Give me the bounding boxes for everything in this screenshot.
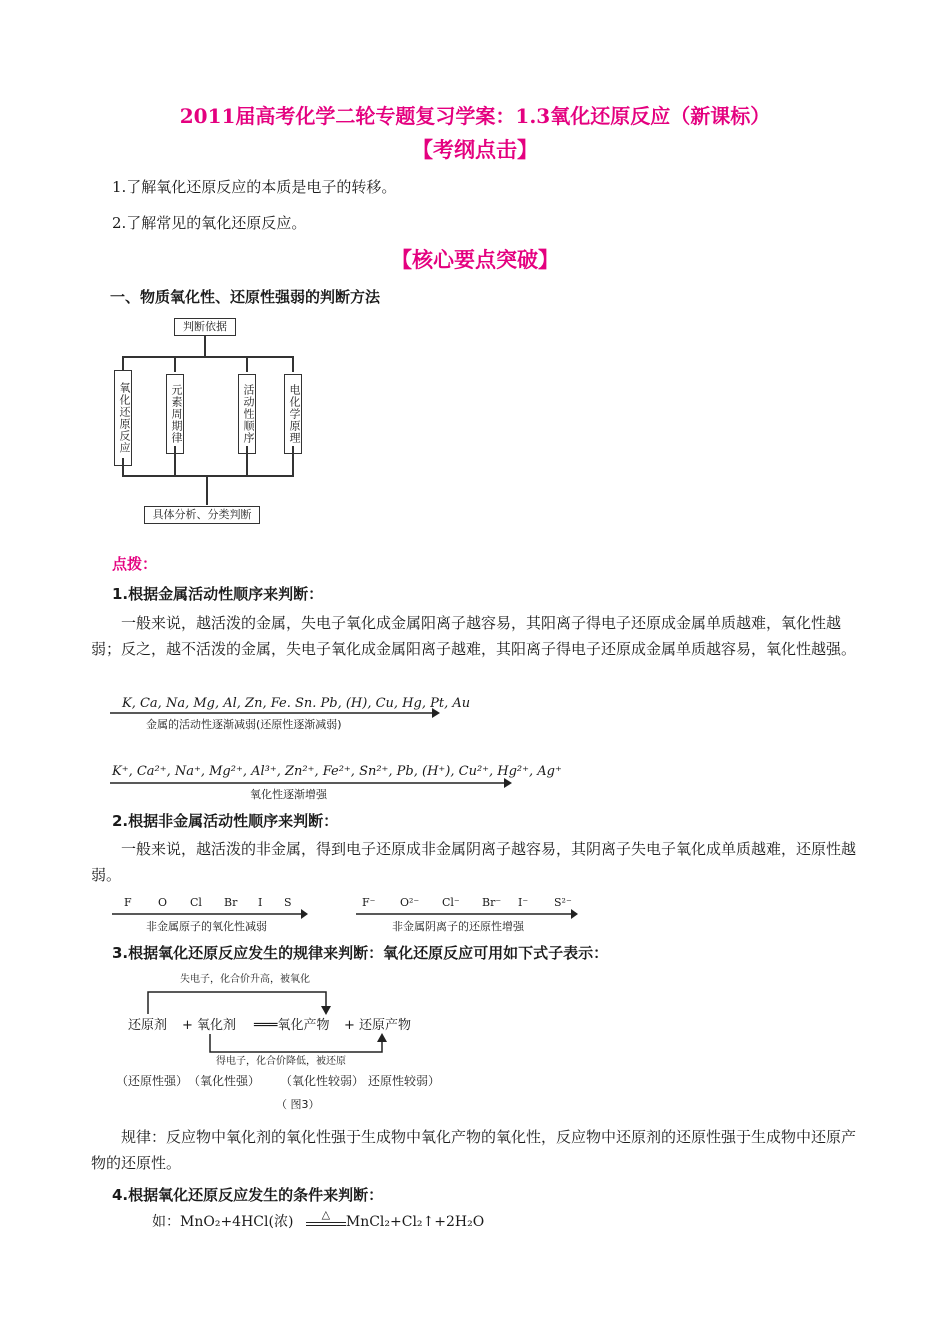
redox-top-label: 失电子，化合价升高，被氧化 xyxy=(180,974,310,985)
part1-heading: 一、物质氧化性、还原性强弱的判断方法 xyxy=(110,288,381,306)
atom-series-caption: 非金属原子的氧化性减弱 xyxy=(146,920,267,933)
criteria-tree-diagram xyxy=(108,312,318,527)
anion-label: Br⁻ xyxy=(482,896,502,909)
atom-label: Br xyxy=(224,896,238,909)
figure-caption: （ 图3） xyxy=(276,1098,320,1111)
ion-oxidizing-series: K⁺, Ca²⁺, Na⁺, Mg²⁺, Al³⁺, Zn²⁺, Fe²⁺, Sn²⁺, Pb, (H⁺), Cu²⁺, Hg²⁺, Ag⁺ xyxy=(112,764,562,779)
anion-series-caption: 非金属阴离子的还原性增强 xyxy=(392,920,524,933)
atom-label: F xyxy=(124,896,132,909)
tree-root: 判断依据 xyxy=(174,318,236,336)
atom-label: S xyxy=(284,896,292,909)
ion-series-caption: 氧化性逐渐增强 xyxy=(250,788,327,801)
tip-label: 点拨： xyxy=(112,555,158,573)
metal-series-caption: 金属的活动性逐渐减弱(还原性逐渐减弱) xyxy=(146,718,342,731)
tree-branch-periodic-law: 元素周期律 xyxy=(166,374,184,454)
page-title: 2011届高考化学二轮专题复习学案：1.3氧化还原反应（新课标） xyxy=(179,104,771,128)
atom-label: O xyxy=(158,896,168,909)
tree-bottom: 具体分析、分类判断 xyxy=(144,506,260,524)
heat-condition: △ xyxy=(321,1208,331,1221)
redox-bottom-label: 得电子，化合价降低，被还原 xyxy=(216,1056,346,1067)
tree-branch-electrochemistry: 电化学原理 xyxy=(284,374,302,454)
rule4-heading: 4.根据氧化还原反应发生的条件来判断： xyxy=(112,1186,384,1204)
reducing-agent: 还原剂 xyxy=(128,1018,168,1033)
rule2-text: 一般来说，越活泼的非金属，得到电子还原成非金属阴离子越容易，其阴离子失电子氧化成单质越难，还原性越弱。 xyxy=(91,840,857,884)
redox-note: 还原性较弱） xyxy=(368,1074,441,1088)
oxidation-product: ═══氧化产物 xyxy=(254,1018,330,1033)
anion-label: S²⁻ xyxy=(554,896,572,909)
tree-branch-redox: 氧化还原反应 xyxy=(114,370,132,466)
section-heading-exam-points: 【考纲点击】 xyxy=(412,137,538,162)
anion-label: Cl⁻ xyxy=(442,896,460,909)
rule3-heading: 3.根据氧化还原反应发生的规律来判断：氧化还原反应可用如下式子表示： xyxy=(112,944,609,962)
redox-note: （氧化性强） xyxy=(188,1074,261,1088)
rule3-rule-text: 规律：反应物中氧化剂的氧化性强于生成物中氧化产物的氧化性，反应物中还原剂的还原性强于生成物中还原产物的还原性。 xyxy=(91,1128,857,1172)
rule1-text: 一般来说，越活泼的金属，失电子氧化成金属阳离子越容易，其阳离子得电子还原成金属单质越难，氧化性越弱；反之，越不活泼的金属，失电子氧化成金属阳离子越难，其阳离子得电子还原成金属单质越容易，氧化性越强。 xyxy=(91,614,857,658)
anion-label: I⁻ xyxy=(518,896,529,909)
rule2-heading: 2.根据非金属活动性顺序来判断： xyxy=(112,812,339,830)
redox-top-bracket xyxy=(146,988,334,1016)
example-reactants: 如：MnO₂+4HCl(浓) xyxy=(152,1214,294,1230)
atom-label: I xyxy=(258,896,263,909)
atom-label: Cl xyxy=(190,896,202,909)
rule4-example xyxy=(152,1208,485,1231)
tree-branch-activity-series: 活动性顺序 xyxy=(238,374,256,454)
anion-label: O²⁻ xyxy=(400,896,420,909)
example-products: MnCl₂+Cl₂↑+2H₂O xyxy=(345,1214,485,1230)
rule1-heading: 1.根据金属活动性顺序来判断： xyxy=(112,585,324,603)
oxidizing-agent: + 氧化剂 xyxy=(182,1018,237,1033)
redox-note: （氧化性较弱） xyxy=(280,1074,365,1088)
anion-label: F⁻ xyxy=(362,896,376,909)
objective-1: 1.了解氧化还原反应的本质是电子的转移。 xyxy=(112,178,397,196)
objective-2: 2.了解常见的氧化还原反应。 xyxy=(112,214,307,232)
reduction-product: + 还原产物 xyxy=(344,1018,412,1033)
section-heading-core-points: 【核心要点突破】 xyxy=(391,247,559,272)
redox-note: （还原性强） xyxy=(116,1074,189,1088)
condition-arrow xyxy=(306,1208,346,1226)
metal-activity-series: K, Ca, Na, Mg, Al, Zn, Fe. Sn. Pb, (H), Cu, Hg, Pt, Au xyxy=(122,696,471,711)
